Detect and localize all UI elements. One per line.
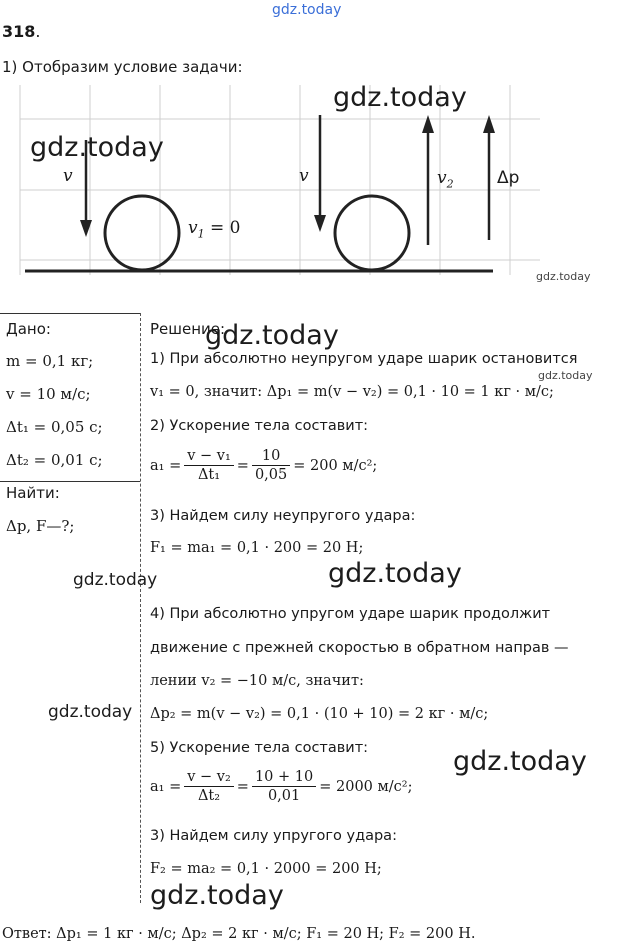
given-item-v: v = 10 м/с; [6,385,91,403]
formula-a2: a₁ = $\frac{\text{v − v₂}}{\text{Δt₂}}$ = $\frac{10 + 10}{0,01}$ = 2000 м/с²; [150,769,413,804]
label-v1: $v_1 = 0$ [188,218,241,241]
watermark-top: gdz.today [272,2,342,18]
solution-step3: 3) Найдем силу неупругого удара: [150,508,416,524]
arrow-v-right-head [314,215,326,232]
solution-step2: 2) Ускорение тела составит: [150,418,369,434]
formula-f2: F₂ = ma₂ = 0,1 · 2000 = 200 Н; [150,861,382,877]
formula-a1: a₁ = $\frac{\text{v − v₁}}{\text{Δt₁}}$ = $\frac{10}{0,05}$ = 200 м/с²; [150,448,378,483]
solution-step1: 1) При абсолютно неупругом ударе шарик остановится [150,351,578,367]
figure-diagram [0,85,629,310]
answer-text: Ответ: Δp₁ = 1 кг · м/с; Δp₂ = 2 кг · м/с; F₁ = 20 Н; F₂ = 200 Н. [2,926,476,942]
watermark: gdz.today [536,270,591,283]
watermark: gdz.today [453,746,587,777]
solution-step5: 5) Ускорение тела составит: [150,740,369,756]
label-v-left: v [63,166,73,186]
watermark: gdz.today [328,558,462,589]
watermark: gdz.today [48,702,133,722]
find-title: Найти: [6,484,60,502]
watermark: gdz.today [333,82,467,113]
arrow-v2-head [422,115,434,133]
solution-step4b: движение с прежней скоростью в обратном направ — [150,640,569,656]
formula-f1: F₁ = ma₁ = 0,1 · 200 = 20 Н; [150,540,364,556]
problem-number: 318. [2,22,41,41]
watermark: gdz.today [30,132,164,163]
watermark: gdz.today [150,880,284,911]
divider-find [0,481,140,482]
solution-step4: 4) При абсолютно упругом ударе шарик продолжит [150,606,551,622]
solution-step4c: лении v₂ = −10 м/с, значит: [150,673,364,689]
figure-grid [20,85,540,275]
watermark: gdz.today [73,570,158,590]
formula-dp2: Δp₂ = m(v − v₂) = 0,1 · (10 + 10) = 2 кг · м/с; [150,706,489,722]
arrow-dp-head [483,115,495,133]
given-title: Дано: [6,320,51,338]
label-v-right: v [299,166,309,186]
ball-right [335,196,409,270]
watermark: gdz.today [205,320,339,351]
solution-step6: 3) Найдем силу упругого удара: [150,828,397,844]
intro-text: 1) Отобразим условие задачи: [2,58,243,76]
find-value: Δp, F—?; [6,517,75,535]
divider-vertical [140,313,141,903]
given-item-m: m = 0,1 кг; [6,352,94,370]
solution-step1b: v₁ = 0, значит: Δp₁ = m(v − v₂) = 0,1 · 10 = 1 кг · м/с; [150,384,554,400]
label-dp: Δp [497,168,520,188]
given-item-dt1: Δt₁ = 0,05 с; [6,418,103,436]
label-v2: $v_2$ [437,168,454,191]
given-item-dt2: Δt₂ = 0,01 с; [6,451,103,469]
ball-left [105,196,179,270]
watermark: gdz.today [538,369,593,382]
divider-top-given [0,313,140,314]
solution-title: Решение: [150,320,226,338]
